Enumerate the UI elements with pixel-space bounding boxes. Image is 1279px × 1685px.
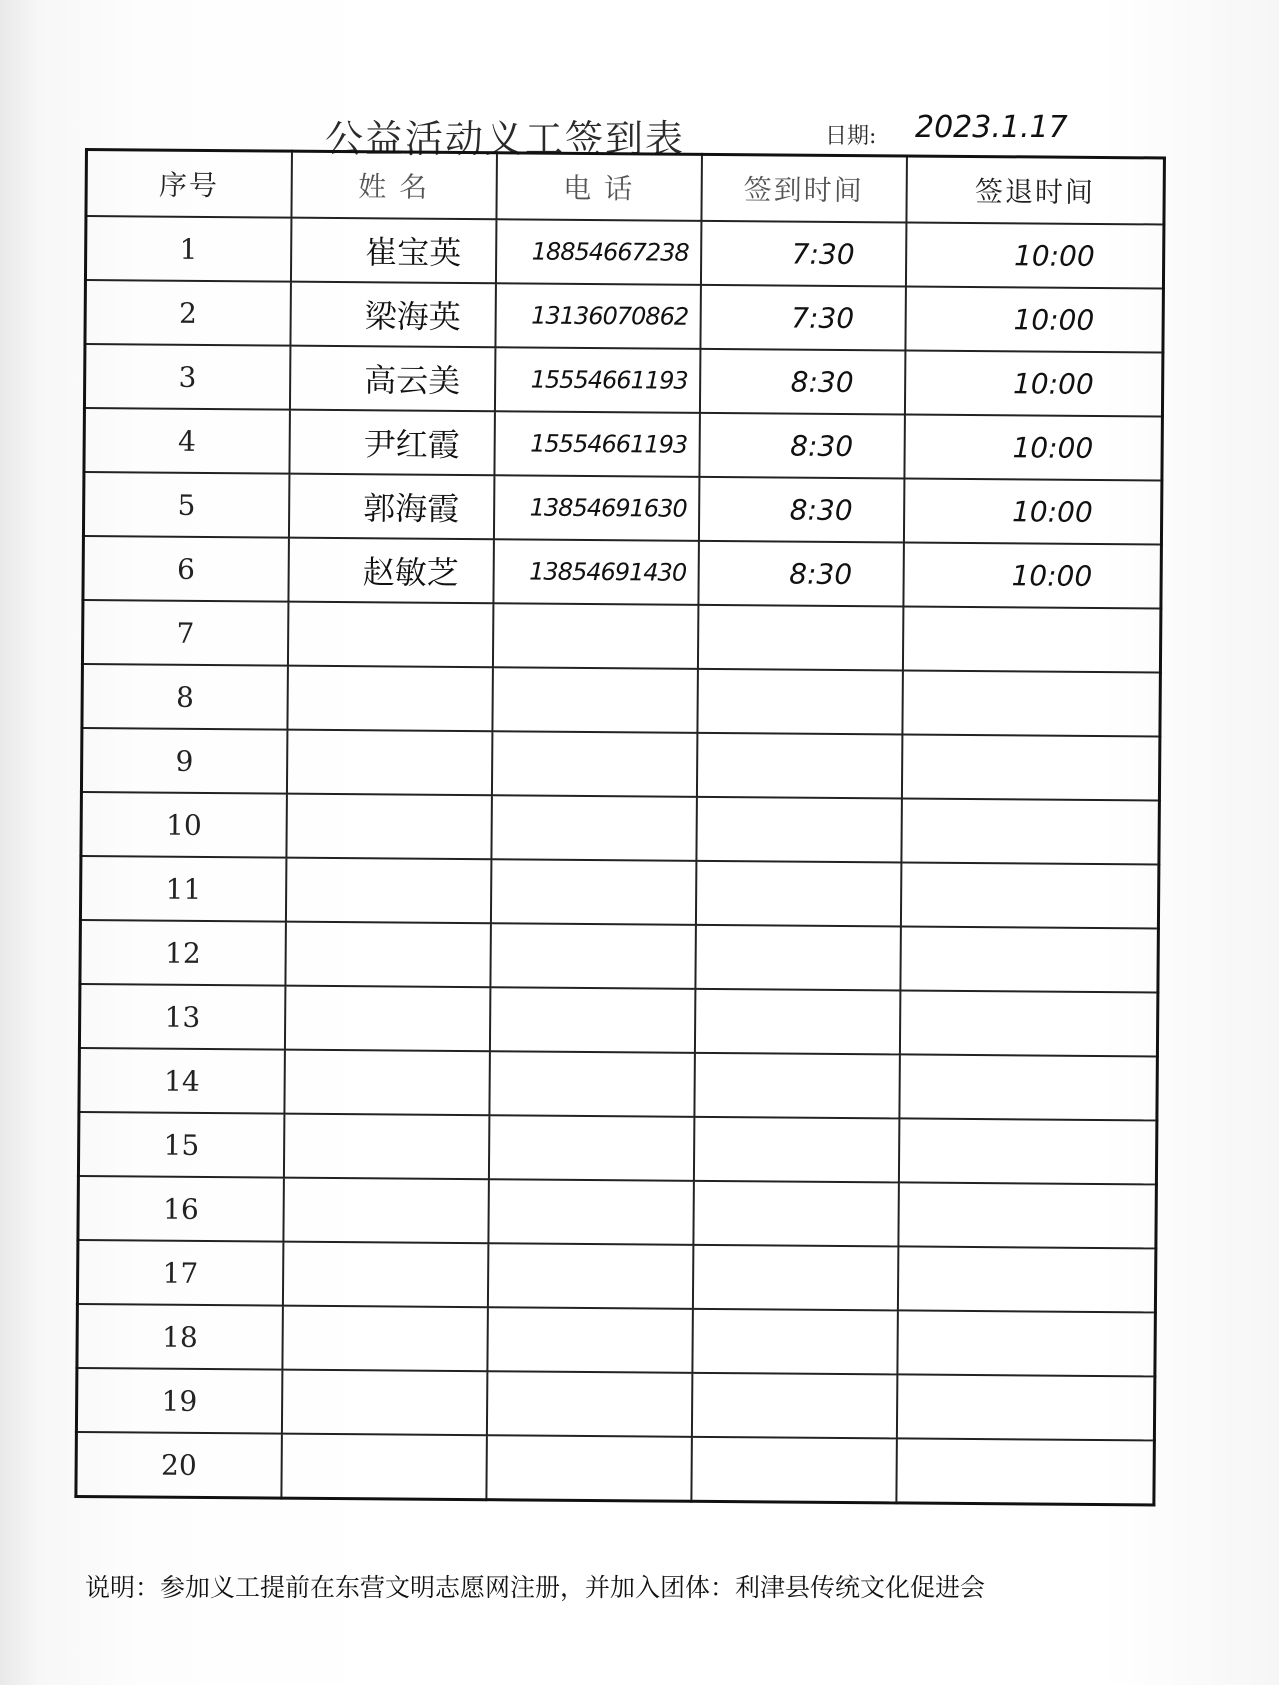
row-checkout: [898, 1182, 1156, 1248]
row-checkout: 10:00: [904, 350, 1162, 416]
row-name: [283, 1178, 488, 1244]
row-seq: 8: [82, 664, 287, 730]
row-seq: 15: [78, 1112, 283, 1178]
table-row: [77, 1240, 1155, 1312]
row-name: 郭海霞: [288, 474, 493, 540]
row-name: [286, 794, 491, 860]
title-row: [0, 104, 1279, 161]
row-checkout: [899, 1054, 1157, 1120]
row-phone: [492, 603, 697, 669]
row-phone: [491, 731, 696, 797]
table-header: [86, 150, 1164, 225]
row-phone: 15554661193: [494, 411, 699, 477]
row-name: 崔宝英: [290, 218, 495, 284]
table-row: [77, 1304, 1155, 1376]
row-checkout: [896, 1438, 1154, 1505]
signin-table: [74, 148, 1166, 1506]
header-name: 姓 名: [291, 151, 497, 219]
row-checkout: [901, 798, 1159, 864]
row-checkout: [897, 1246, 1155, 1312]
row-name: 高云美: [289, 346, 494, 412]
table-row: [80, 920, 1158, 992]
row-name: [281, 1434, 487, 1500]
table-row: [82, 600, 1160, 672]
row-phone: [486, 1435, 692, 1501]
row-name: [287, 602, 492, 668]
table-row: [76, 1432, 1154, 1505]
row-checkin: [692, 1245, 897, 1311]
row-checkin: 7:30: [700, 285, 905, 351]
row-seq: 17: [77, 1240, 282, 1306]
row-phone: [489, 1051, 694, 1117]
row-seq: 19: [76, 1368, 281, 1434]
row-checkout: [896, 1374, 1154, 1440]
table-row: [85, 216, 1163, 288]
row-name: 梁海英: [290, 282, 495, 348]
row-checkin: [696, 733, 901, 799]
row-checkin: [693, 1181, 898, 1247]
row-seq: 18: [77, 1304, 282, 1370]
row-name: [281, 1370, 486, 1436]
row-checkin: 7:30: [700, 221, 905, 287]
row-seq: 2: [85, 280, 290, 346]
row-checkout: [899, 990, 1157, 1056]
row-seq: 7: [82, 600, 287, 666]
table-row: [80, 856, 1158, 928]
row-checkout: [897, 1310, 1155, 1376]
date-value: 2023.1.17: [915, 110, 1068, 145]
row-name: [284, 986, 489, 1052]
row-checkout: [898, 1118, 1156, 1184]
table-row: [84, 344, 1162, 416]
table-row: [81, 728, 1159, 800]
date-label: 日期:: [825, 124, 877, 149]
row-checkin: [695, 925, 900, 991]
page-title: 公益活动义工签到表: [325, 117, 686, 161]
row-checkout: 10:00: [905, 222, 1163, 288]
table-body: [76, 216, 1164, 1505]
table-row: [83, 536, 1161, 608]
row-phone: [489, 987, 694, 1053]
row-phone: [487, 1307, 692, 1373]
row-name: [286, 730, 491, 796]
row-seq: 6: [83, 536, 288, 602]
row-checkin: [692, 1309, 897, 1375]
row-name: [285, 922, 490, 988]
row-seq: 16: [78, 1176, 283, 1242]
table-row: [85, 280, 1163, 352]
header-checkout: 签退时间: [906, 156, 1165, 225]
table-row: [81, 792, 1159, 864]
header-phone: 电 话: [496, 153, 702, 221]
table-row: [78, 1176, 1156, 1248]
row-phone: [492, 667, 697, 733]
row-checkin: [694, 989, 899, 1055]
row-phone: [491, 795, 696, 861]
row-checkout: 10:00: [903, 478, 1161, 544]
row-phone: [486, 1371, 691, 1437]
row-phone: 13136070862: [495, 283, 700, 349]
row-name: 尹红霞: [289, 410, 494, 476]
header-seq: 序号: [86, 150, 292, 218]
row-checkin: 8:30: [698, 477, 903, 543]
row-name: [282, 1306, 487, 1372]
row-phone: 15554661193: [494, 347, 699, 413]
table-row: [83, 472, 1161, 544]
row-phone: [487, 1243, 692, 1309]
row-seq: 3: [84, 344, 289, 410]
row-checkout: 10:00: [904, 414, 1162, 480]
table-row: [76, 1368, 1154, 1440]
table-row: [78, 1112, 1156, 1184]
header-checkin: 签到时间: [701, 154, 907, 222]
row-checkin: [694, 1053, 899, 1119]
row-checkin: 8:30: [699, 349, 904, 415]
row-seq: 14: [79, 1048, 284, 1114]
row-checkin: [691, 1437, 897, 1503]
row-seq: 20: [76, 1432, 282, 1498]
table-row: [82, 664, 1160, 736]
header-row: [86, 150, 1164, 225]
row-seq: 4: [84, 408, 289, 474]
row-phone: [488, 1115, 693, 1181]
row-name: [285, 858, 490, 924]
row-phone: 13854691430: [493, 539, 698, 605]
row-seq: 12: [80, 920, 285, 986]
row-checkout: [900, 926, 1158, 992]
row-seq: 13: [79, 984, 284, 1050]
row-checkout: [902, 606, 1160, 672]
table-row: [84, 408, 1162, 480]
row-name: [284, 1050, 489, 1116]
row-checkin: 8:30: [698, 541, 903, 607]
row-checkin: [693, 1117, 898, 1183]
row-phone: 18854667238: [495, 219, 700, 285]
row-seq: 5: [83, 472, 288, 538]
row-checkin: [697, 669, 902, 735]
row-phone: [488, 1179, 693, 1245]
row-checkin: [696, 797, 901, 863]
row-phone: 13854691630: [493, 475, 698, 541]
row-checkout: 10:00: [905, 286, 1163, 352]
row-seq: 11: [80, 856, 285, 922]
row-phone: [490, 923, 695, 989]
row-checkin: [695, 861, 900, 927]
row-seq: 9: [81, 728, 286, 794]
row-checkout: [902, 670, 1160, 736]
row-name: [282, 1242, 487, 1308]
table-row: [79, 1048, 1157, 1120]
row-checkout: [900, 862, 1158, 928]
row-name: [283, 1114, 488, 1180]
row-seq: 10: [81, 792, 286, 858]
row-checkin: [697, 605, 902, 671]
row-checkin: 8:30: [699, 413, 904, 479]
row-name: [287, 666, 492, 732]
row-checkin: [691, 1373, 896, 1439]
row-checkout: 10:00: [903, 542, 1161, 608]
table-row: [79, 984, 1157, 1056]
row-checkout: [901, 734, 1159, 800]
row-seq: 1: [85, 216, 290, 282]
row-name: 赵敏芝: [288, 538, 493, 604]
footer-note: 说明：参加义工提前在东营文明志愿网注册，并加入团体：利津县传统文化促进会: [85, 1573, 986, 1602]
row-phone: [490, 859, 695, 925]
